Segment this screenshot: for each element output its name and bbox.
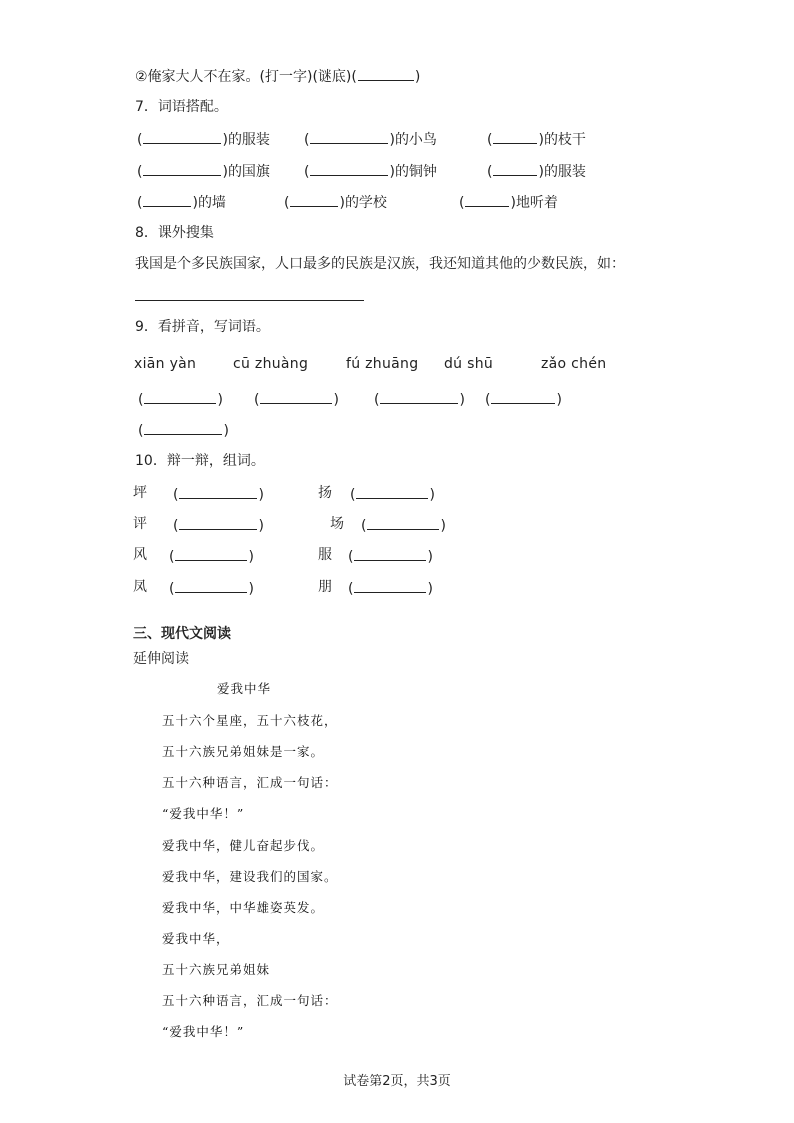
q9-blank[interactable] (380, 391, 458, 404)
q10-answer: ( ) (173, 518, 264, 534)
q10-char: 服 (318, 547, 332, 563)
q10-title: 10．辩一辩，组词。 (135, 453, 265, 469)
q9-blank[interactable] (144, 391, 216, 404)
q7-item: ( )地听着 (459, 195, 558, 211)
riddle-close-paren: ) (414, 69, 421, 85)
q9-answer: ( ) (374, 392, 465, 408)
q9-blank[interactable] (491, 391, 555, 404)
q10-blank[interactable] (175, 580, 247, 593)
q10-answer: ( ) (169, 549, 254, 565)
q10-char: 朋 (318, 579, 332, 595)
poem-title: 爱我中华 (217, 681, 272, 696)
poem-line: 五十六族兄弟姐妹是一家。 (162, 744, 325, 759)
riddle-answer-blank[interactable] (358, 68, 414, 81)
poem-line: 五十六族兄弟姐妹 (162, 962, 271, 977)
q9-blank[interactable] (144, 422, 222, 435)
q8-text: 我国是个多民族国家，人口最多的民族是汉族，我还知道其他的少数民族，如： (135, 256, 625, 272)
q7-blank[interactable] (310, 131, 388, 144)
pinyin-word: dú shū (444, 356, 494, 372)
q7-title: 7．词语搭配。 (135, 99, 228, 115)
q7-blank[interactable] (143, 131, 221, 144)
q9-answer: ( ) (138, 423, 229, 439)
q9-answer: ( ) (485, 392, 562, 408)
q8-title: 8．课外搜集 (135, 225, 214, 241)
poem-line: 爱我中华，健儿奋起步伐。 (162, 838, 325, 853)
q10-char: 扬 (318, 485, 332, 501)
section-subheading: 延伸阅读 (133, 651, 189, 667)
poem-line: 五十六个星座，五十六枝花， (162, 713, 338, 728)
q10-blank[interactable] (356, 486, 428, 499)
pinyin-word: cū zhuàng (233, 356, 309, 372)
q8-answer-line[interactable] (135, 300, 364, 301)
q9-title: 9．看拼音，写词语。 (135, 319, 270, 335)
poem-line: “爱我中华！” (162, 806, 245, 821)
q9-blank[interactable] (260, 391, 332, 404)
q10-answer: ( ) (173, 487, 264, 503)
q7-blank[interactable] (310, 163, 388, 176)
q7-blank[interactable] (465, 194, 509, 207)
q10-blank[interactable] (354, 580, 426, 593)
poem-line: 爱我中华， (162, 931, 230, 946)
q10-blank[interactable] (179, 517, 257, 530)
q10-answer: ( ) (361, 518, 446, 534)
q10-blank[interactable] (354, 548, 426, 561)
poem-line: 五十六种语言，汇成一句话： (162, 993, 338, 1008)
q10-answer: ( ) (350, 487, 435, 503)
q10-blank[interactable] (367, 517, 439, 530)
q10-char: 风 (133, 547, 147, 563)
q10-answer: ( ) (169, 581, 254, 597)
q9-answer: ( ) (254, 392, 339, 408)
q10-char: 场 (330, 516, 344, 532)
q10-blank[interactable] (179, 486, 257, 499)
q7-blank[interactable] (290, 194, 338, 207)
q10-answer: ( ) (348, 581, 433, 597)
section-heading: 三、现代文阅读 (133, 626, 231, 642)
q7-item: ( )的小鸟 (304, 132, 437, 148)
poem-line: 五十六种语言，汇成一句话： (162, 775, 338, 790)
q7-item: ( )的墙 (137, 195, 226, 211)
q7-item: ( )的枝干 (487, 132, 586, 148)
q7-blank[interactable] (143, 163, 221, 176)
q7-item: ( )的铜钟 (304, 164, 437, 180)
q7-item: ( )的学校 (284, 195, 387, 211)
riddle-line (135, 68, 420, 84)
q10-answer: ( ) (348, 549, 433, 565)
q7-blank[interactable] (493, 131, 537, 144)
q10-blank[interactable] (175, 548, 247, 561)
q10-char: 凤 (133, 579, 147, 595)
q7-item: ( )的服装 (487, 164, 586, 180)
q7-item: ( )的服装 (137, 132, 270, 148)
riddle-text: ②俺家大人不在家。(打一字)(谜底)( (135, 69, 357, 85)
pinyin-word: fú zhuāng (346, 356, 419, 372)
q7-blank[interactable] (493, 163, 537, 176)
page-footer: 试卷第2页，共3页 (343, 1074, 451, 1089)
q9-answer: ( ) (138, 392, 223, 408)
poem-line: “爱我中华！” (162, 1024, 245, 1039)
poem-line: 爱我中华，中华雄姿英发。 (162, 900, 325, 915)
q7-item: ( )的国旗 (137, 164, 270, 180)
poem-line: 爱我中华，建设我们的国家。 (162, 869, 338, 884)
pinyin-word: zǎo chén (541, 356, 607, 372)
pinyin-word: xiān yàn (134, 356, 197, 372)
q10-char: 评 (133, 516, 147, 532)
q7-blank[interactable] (143, 194, 191, 207)
q10-char: 坪 (133, 485, 147, 501)
